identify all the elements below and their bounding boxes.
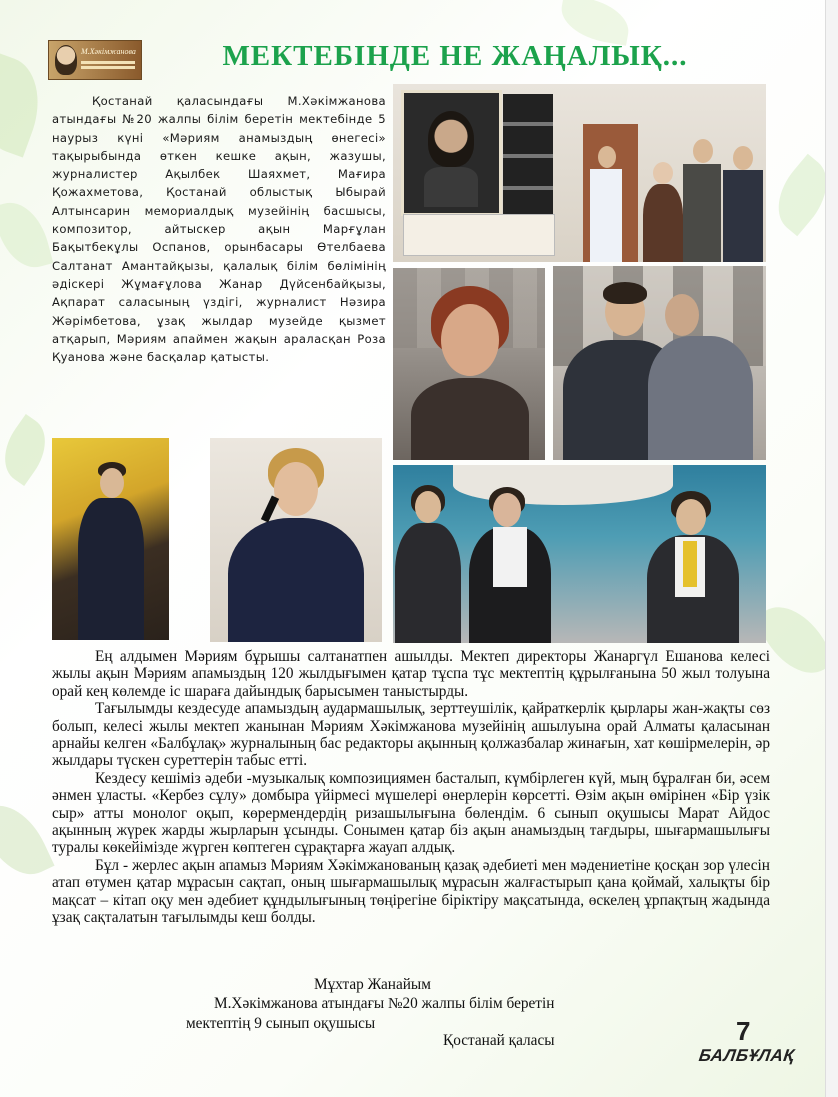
article-body [52, 648, 770, 927]
photo-guest-panel [393, 465, 766, 643]
background-leaf [0, 793, 55, 887]
signature-city: Қостанай қаласы [443, 1032, 555, 1049]
intro-paragraph: Қостанай қаласындағы М.Хәкімжанова атындағы №20 жалпы білім беретін мектебінде 5 наурыз күні «Мәриям анамыздың өнегесі» тақырыбында өткен кешке ақын, жазушы, журналистер Ақылбек Шаяхмет, Мағира Қожахметова, Қостанай облыстық Ыбырай Алтынсарин мемориалдық музейінің басшысы, композитор, айтыскер ақын Марғұлан Бақытбекұлы Оспанов, орынбасары Өтелбаева Салтанат Амантайқызы, қалалық білім бөлімінің әдіскері Жұмағұлова Жанар Дүйсенбайқызы, Ақпарат саласының үздігі, журналист Нәзира Жәрімбетова, ұзақ жылдар музейде қызмет атқарып, Мәриям апаймен жақын араласқан Роза Қуанова және басқалар қатысты. [52, 94, 386, 365]
photo-student-boy [52, 438, 169, 640]
signature-author: Мұхтар Жанайым [314, 976, 431, 993]
logo-text: М.Хәкімжанова [81, 47, 136, 56]
photo-speaker-woman [210, 438, 382, 642]
background-leaf [0, 195, 53, 274]
page-title: МЕКТЕБІНДЕ НЕ ЖАҢАЛЫҚ... [222, 40, 688, 72]
article-paragraph: Тағылымды кездесуде апамыздың аудармашылық, зерттеушілік, қайраткерлік қырлары жан-жақты сөз болып, келесі жылы мектеп жанынан Мәриям Хәкімжанова музейінің ашылуына орай Алматы қаласынан арнайы келген «Балбұлақ» журналының бас редакторы ақынның қолжазбалар жинағын, хат көшірмелерін, әр жылдары түскен суреттерін табыс етті. [52, 700, 770, 770]
photo-guest-woman [393, 268, 545, 460]
portrait-frame [401, 90, 502, 216]
article-paragraph: Бұл - жерлес ақын апамыз Мәриям Хәкімжанованың қазақ әдебиеті мен мәдениетіне қосқан зор үлесін атап өтумен қатар мұрасын сақтап, оның шығармашылық мұрасын жалғастырып қана қоймай, халықты бір мақсат – кітап оқу мен әдебиет құндылығының төңірегіне біріктіру мақсатында, өскелең ұрпақтың жадында ұзақ сақталатын тағылымды кеш болды. [52, 856, 770, 927]
background-leaf [0, 414, 59, 486]
page-number: 7 [736, 1016, 751, 1046]
signature-school-line1: М.Хәкімжанова атындағы №20 жалпы білім беретін [214, 995, 555, 1012]
book-display [403, 214, 555, 256]
magazine-brand: БАЛБҰЛАҚ [697, 1046, 796, 1065]
magazine-logo [48, 40, 142, 80]
article-paragraph: Ең алдымен Мәриям бұрышы салтанатпен ашылды. Мектеп директоры Жанаргүл Ешанова келесі жылы ақын Мәриям апамыздың 120 жылдығымен қатар тұспа тұс мектептің құрылғанына 50 жыл толуына орай кең көлемде іс шараға дайындық барысымен таныстырды. [52, 648, 770, 700]
photo-museum-corner [393, 84, 766, 262]
article-paragraph: Кездесу кешіміз әдеби -музыкалық композициямен басталып, күмбірлеген күй, мың бұралған би, әсем әнмен ұласты. «Кербез сұлу» домбыра үйірмесі мүшелері өнерлерін көрсетті. Өзім ақын өмірінен «Бір үзік сыр» атты монолог оқып, көрермендердің ризашылығына бөлендім. 6 сынып оқушысы Марат Айдос ақынның жүрек жарды жырларын ұсынды. Сонымен қатар біз ақын анамыздың тағдыры, шығармашылығы туралы көкейімізде жүрген көптеген сұрақтарға жауап алдық. [52, 769, 770, 857]
signature-school-line2: мектептің 9 сынып оқушысы [186, 1015, 376, 1032]
background-leaf [0, 52, 54, 157]
background-leaf [557, 0, 633, 46]
photo-guests-men [553, 266, 766, 460]
page-edge [825, 0, 838, 1097]
portrait-icon [55, 45, 77, 75]
